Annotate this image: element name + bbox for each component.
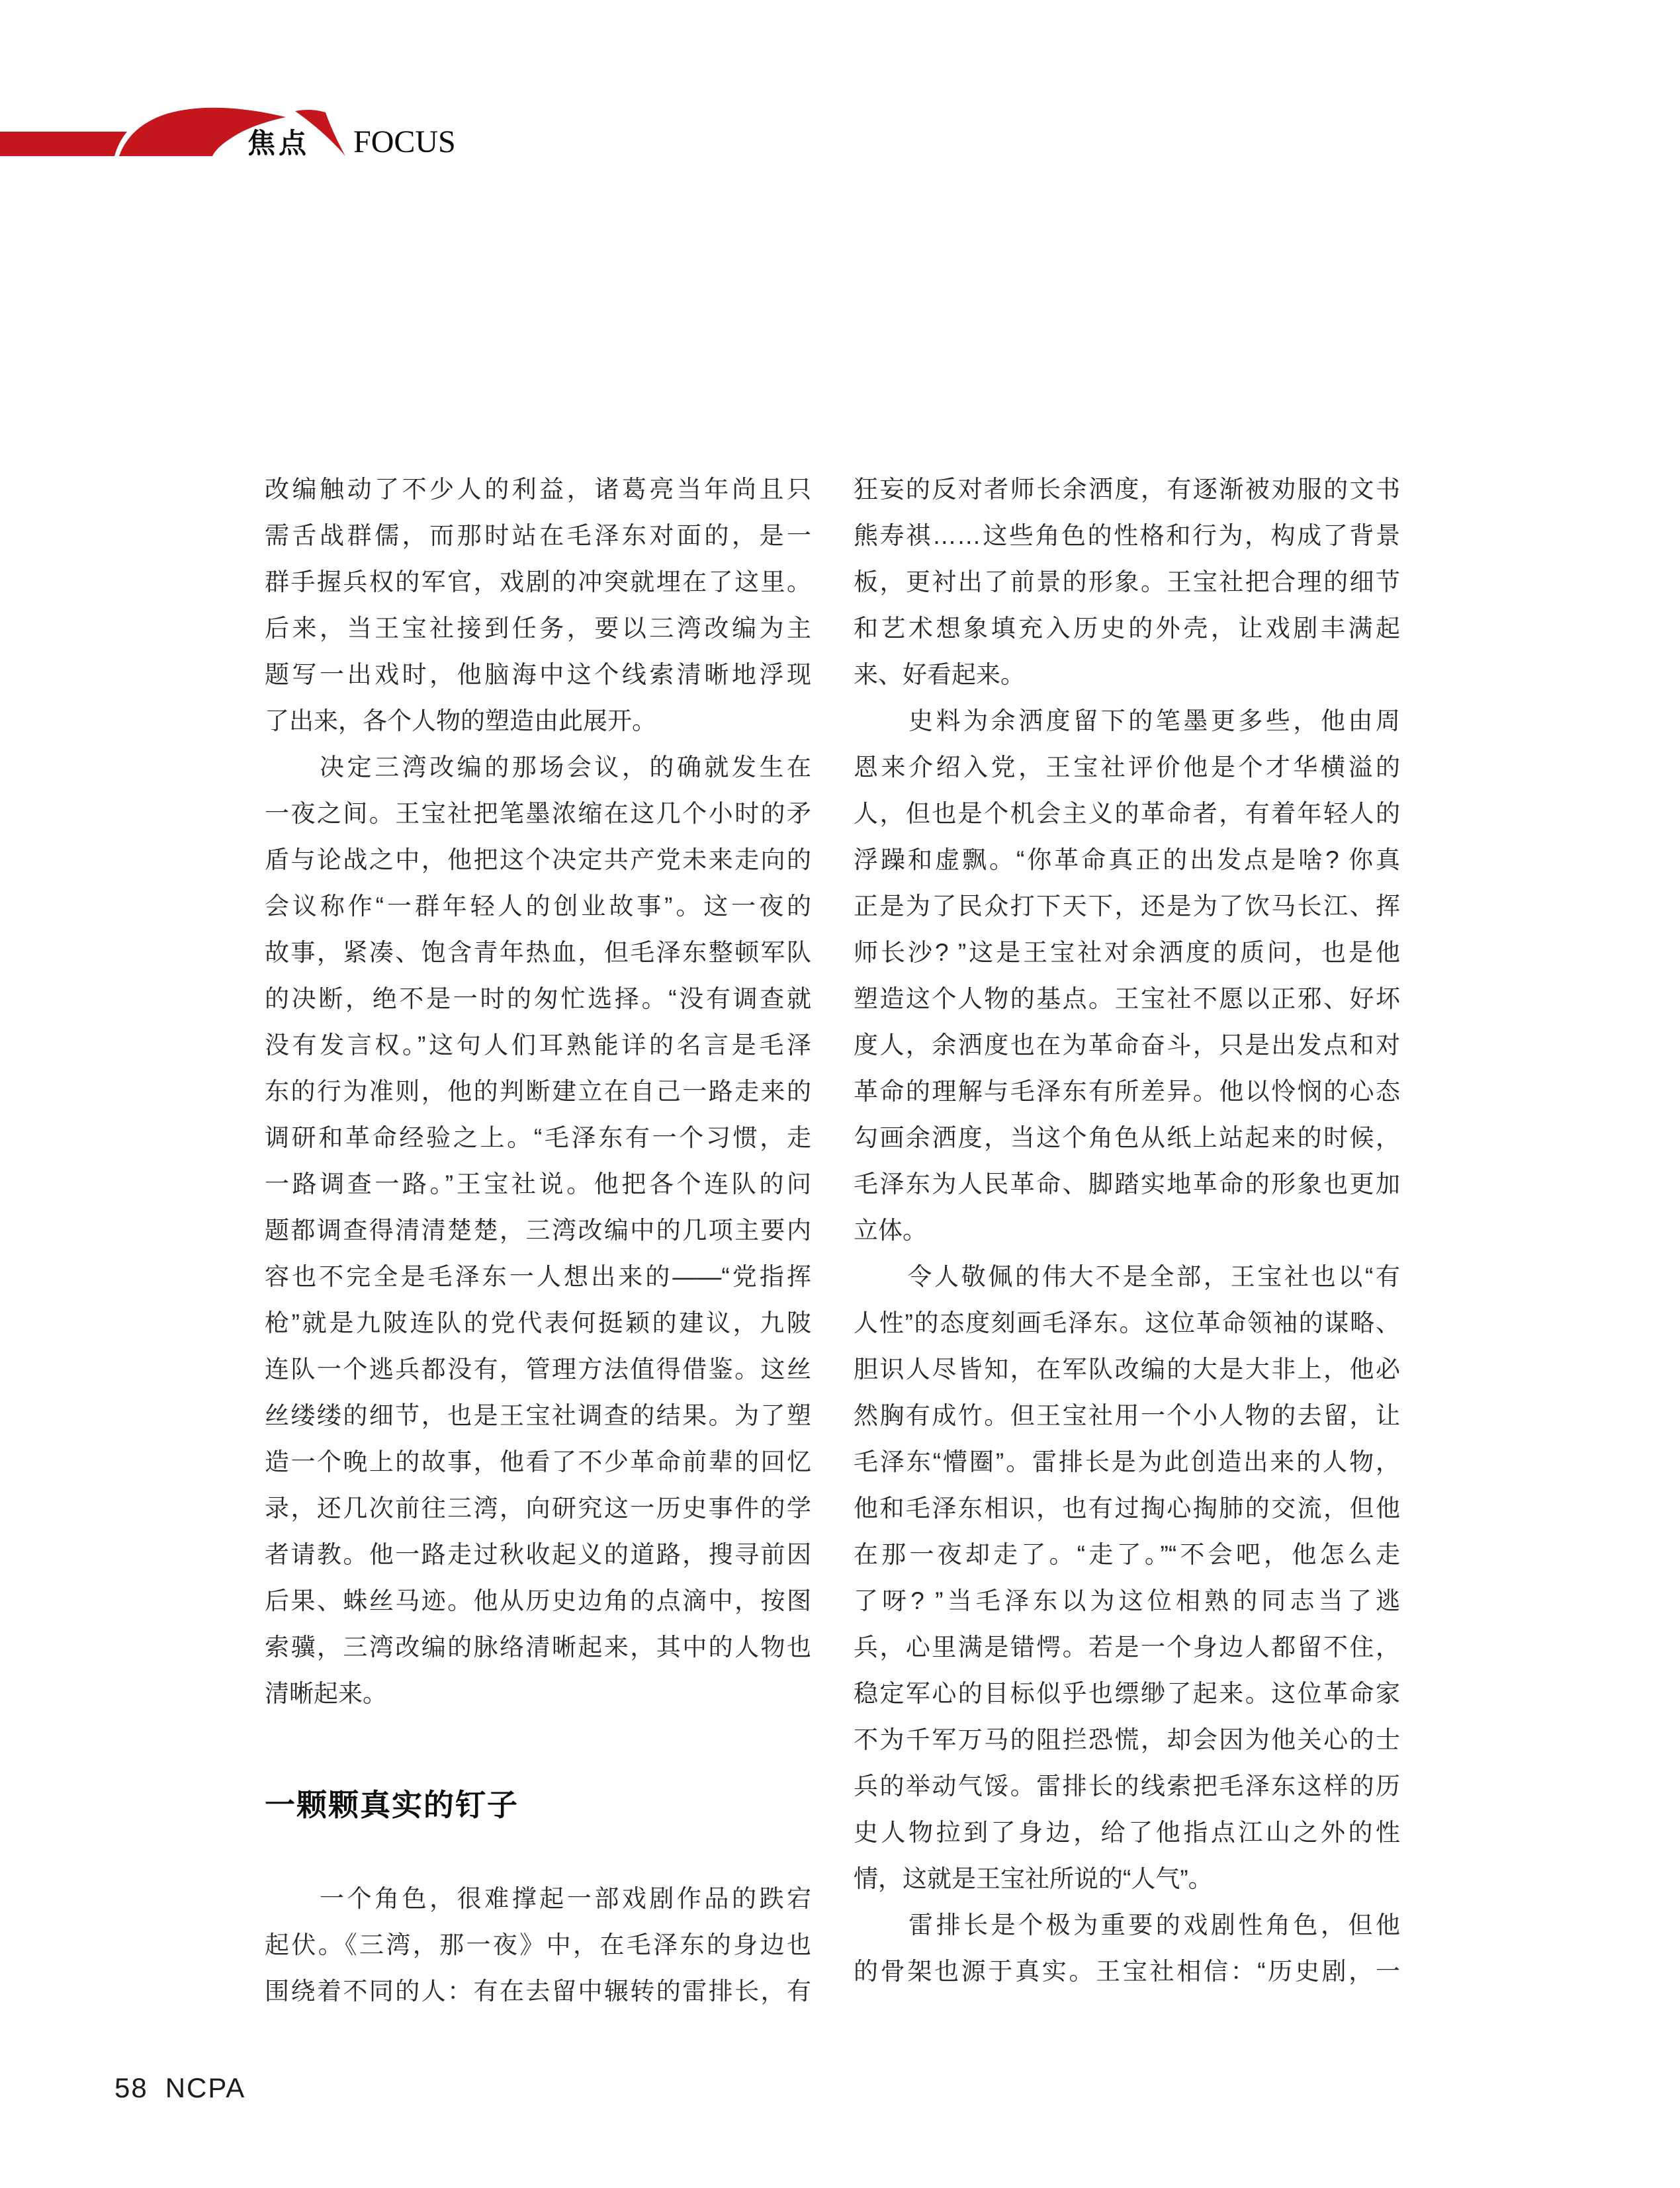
page-number: 58 — [114, 2072, 148, 2103]
text-line: 了呀? ”当毛泽东以为这位相熟的同志当了逃 — [854, 1587, 1400, 1614]
text-line: 一夜之间。王宝社把笔墨浓缩在这几个小时的矛 — [265, 800, 811, 827]
text-line: 史人物拉到了身边，给了他指点江山之外的性 — [854, 1819, 1400, 1846]
section-title-en: FOCUS — [353, 124, 456, 159]
swoosh-bar — [0, 132, 127, 156]
text-line: 决定三湾改编的那场会议，的确就发生在 — [265, 754, 811, 781]
paragraph — [854, 1902, 1400, 1995]
text-line: 塑造这个人物的基点。王宝社不愿以正邪、好坏 — [854, 985, 1400, 1012]
text-line: 题都调查得清清楚楚，三湾改编中的几项主要内 — [265, 1217, 811, 1244]
text-line: 需舌战群儒，而那时站在毛泽东对面的，是一 — [265, 522, 811, 549]
text-line: 胆识人尽皆知，在军队改编的大是大非上，他必 — [854, 1356, 1400, 1383]
paragraph — [265, 466, 811, 744]
text-line: 令人敬佩的伟大不是全部，王宝社也以“有 — [854, 1263, 1400, 1290]
text-line: 勾画余洒度，当这个角色从纸上站起来的时候， — [854, 1124, 1400, 1151]
text-line: 人性”的态度刻画毛泽东。这位革命领袖的谋略、 — [854, 1309, 1400, 1336]
text-line: 史料为余洒度留下的笔墨更多些，他由周 — [854, 707, 1400, 734]
text-line: 枪”就是九陂连队的党代表何挺颖的建议，九陂 — [265, 1309, 811, 1336]
text-line: 的骨架也源于真实。王宝社相信：“历史剧，一 — [854, 1958, 1400, 1985]
text-line: 东的行为准则，他的判断建立在自己一路走来的 — [265, 1078, 811, 1105]
paragraph — [854, 1254, 1400, 1902]
text-line: 故事，紧凑、饱含青年热血，但毛泽东整顿军队 — [265, 939, 811, 966]
text-line: 不为千军万马的阻拦恐慌，却会因为他关心的士 — [854, 1726, 1400, 1753]
text-line: 题写一出戏时，他脑海中这个线索清晰地浮现 — [265, 661, 811, 688]
paragraph — [265, 744, 811, 1717]
page-header — [0, 106, 503, 167]
text-line: 群手握兵权的军官，戏剧的冲突就埋在了这里。 — [265, 568, 811, 595]
text-line: 后来，当王宝社接到任务，要以三湾改编为主 — [265, 615, 811, 642]
text-line: 狂妄的反对者师长余洒度，有逐渐被劝服的文书 — [854, 476, 1400, 503]
text-line: 兵的举动气馁。雷排长的线索把毛泽东这样的历 — [854, 1772, 1400, 1800]
text-line: 后果、蛛丝马迹。他从历史边角的点滴中，按图 — [265, 1587, 811, 1614]
text-line: 毛泽东“懵圈”。雷排长是为此创造出来的人物， — [854, 1448, 1400, 1475]
text-line: 革命的理解与毛泽东有所差异。他以怜悯的心态 — [854, 1078, 1400, 1105]
page-footer — [114, 2070, 245, 2107]
text-line: 连队一个逃兵都没有，管理方法值得借鉴。这丝 — [265, 1356, 811, 1383]
text-line: 会议称作“一群年轻人的创业故事”。这一夜的 — [265, 893, 811, 920]
paragraph — [854, 698, 1400, 1254]
text-line: 了出来，各个人物的塑造由此展开。 — [265, 707, 656, 734]
focus-swoosh-icon — [0, 106, 371, 167]
text-line: 情，这就是王宝社所说的“人气”。 — [854, 1865, 1213, 1892]
text-line: 雷排长是个极为重要的戏剧性角色，但他 — [854, 1911, 1400, 1939]
text-line: 毛泽东为人民革命、脚踏实地革命的形象也更加 — [854, 1170, 1400, 1198]
text-line: 兵，心里满是错愕。若是一个身边人都留不住， — [854, 1634, 1400, 1661]
article-column-left — [265, 466, 811, 2015]
text-line: 立体。 — [854, 1217, 927, 1244]
text-line: 人，但也是个机会主义的革命者，有着年轻人的 — [854, 800, 1400, 827]
text-line: 清晰起来。 — [265, 1680, 387, 1707]
text-line: 的决断，绝不是一时的匆忙选择。“没有调查就 — [265, 985, 811, 1012]
text-line: 调研和革命经验之上。“毛泽东有一个习惯，走 — [265, 1124, 811, 1151]
text-line: 一个角色，很难撑起一部戏剧作品的跌宕 — [265, 1885, 811, 1912]
text-line: 录，还几次前往三湾，向研究这一历史事件的学 — [265, 1495, 811, 1522]
text-line: 然胸有成竹。但王宝社用一个小人物的去留，让 — [854, 1402, 1400, 1429]
text-line: 度人，余洒度也在为革命奋斗，只是出发点和对 — [854, 1031, 1400, 1059]
text-line: 正是为了民众打下天下，还是为了饮马长江、挥 — [854, 893, 1400, 920]
section-title-cn: 焦点 — [247, 128, 310, 159]
text-line: 熊寿祺……这些角色的性格和行为，构成了背景 — [854, 522, 1400, 549]
text-line: 和艺术想象填充入历史的外壳，让戏剧丰满起 — [854, 615, 1400, 642]
text-line: 在那一夜却走了。“走了。”“不会吧，他怎么走 — [854, 1541, 1400, 1568]
text-line: 恩来介绍入党，王宝社评价他是个才华横溢的 — [854, 754, 1400, 781]
text-line: 容也不完全是毛泽东一人想出来的——“党指挥 — [265, 1263, 811, 1290]
text-line: 丝缕缕的细节，也是王宝社调查的结果。为了塑 — [265, 1402, 811, 1429]
text-line: 来、好看起来。 — [854, 661, 1025, 688]
article-column-right — [854, 466, 1400, 1995]
text-line: 起伏。《三湾，那一夜》中，在毛泽东的身边也 — [265, 1931, 811, 1958]
text-line: 一路调查一路。”王宝社说。他把各个连队的问 — [265, 1170, 811, 1198]
text-line: 他和毛泽东相识，也有过掏心掏肺的交流，但他 — [854, 1495, 1400, 1522]
paragraph — [265, 1876, 811, 2015]
text-line: 板，更衬出了前景的形象。王宝社把合理的细节 — [854, 568, 1400, 595]
text-line: 稳定军心的目标似乎也缥缈了起来。这位革命家 — [854, 1680, 1400, 1707]
section-heading: 一颗颗真实的钉子 — [265, 1788, 519, 1822]
text-line: 造一个晚上的故事，他看了不少革命前辈的回忆 — [265, 1448, 811, 1475]
text-line: 索骥，三湾改编的脉络清晰起来，其中的人物也 — [265, 1634, 811, 1661]
text-line: 围绕着不同的人：有在去留中辗转的雷排长，有 — [265, 1978, 811, 2005]
text-line: 浮躁和虚飘。“你革命真正的出发点是啥? 你真 — [854, 846, 1400, 873]
magazine-name: NCPA — [165, 2072, 246, 2103]
text-line: 没有发言权。”这句人们耳熟能详的名言是毛泽 — [265, 1031, 811, 1059]
paragraph — [854, 466, 1400, 698]
text-line: 盾与论战之中，他把这个决定共产党未来走向的 — [265, 846, 811, 873]
text-line: 者请教。他一路走过秋收起义的道路，搜寻前因 — [265, 1541, 811, 1568]
text-line: 改编触动了不少人的利益，诸葛亮当年尚且只 — [265, 476, 811, 503]
text-line: 师长沙? ”这是王宝社对余洒度的质问，也是他 — [854, 939, 1400, 966]
